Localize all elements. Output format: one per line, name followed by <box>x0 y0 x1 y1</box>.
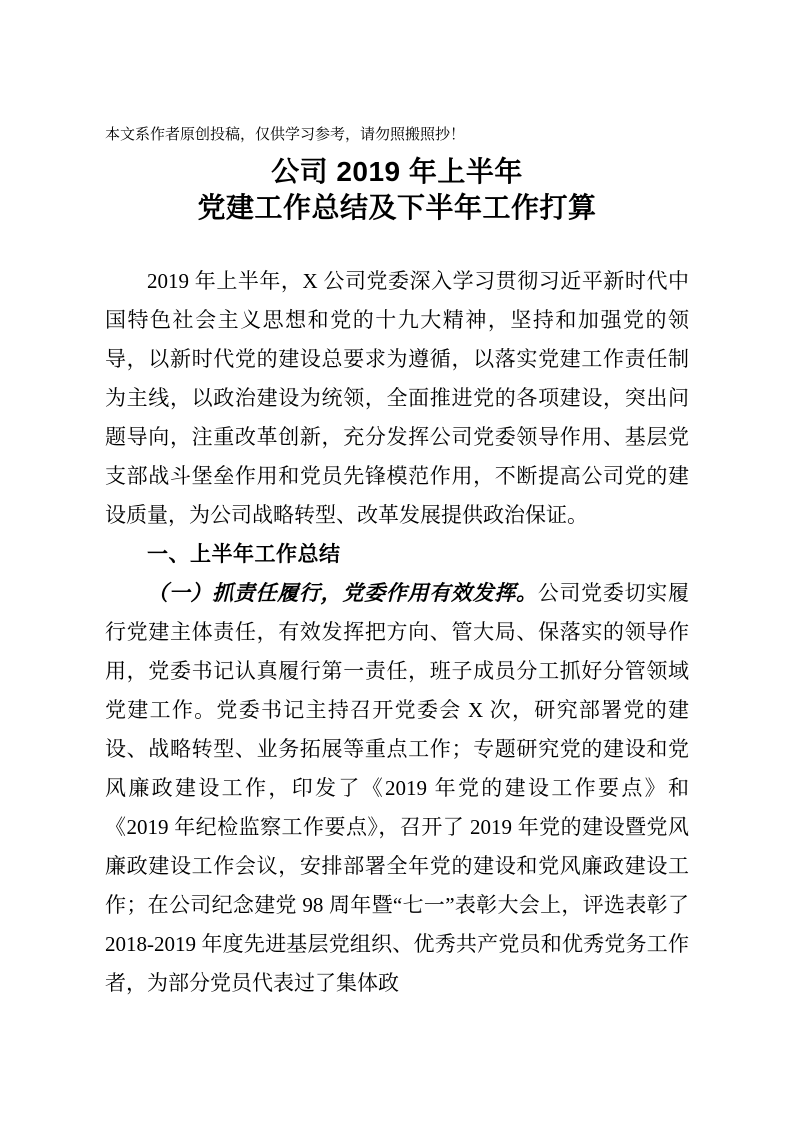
section-heading-1: 一、上半年工作总结 <box>147 543 341 566</box>
disclaimer-note: 本文系作者原创投稿，仅供学习参考，请勿照搬照抄！ <box>105 126 466 143</box>
item-1-body: 公司党委切实履行党建主体责任，有效发挥把方向、管大局、保落实的领导作用，党委书记认真履行第一责任，班子成员分工抓好分管领域党建工作。党委书记主持召开党委会 X 次，研究部署党的建设、战略转型、业务拓展等重点工作；专题研究党的建设和党风廉政建设工作，印发了《2019 年党的建设工作要点》和《2019 年纪检监察工作要点》，召开了 2019 年党的建设暨党风廉政建设工作会议，安排部署全年党的建设和党风廉政建设工作；在公司纪念建党 98 周年暨“七一”表彰大会上，评选表彰了 2018-2019 年度先进基层党组织、优秀共产党员和优秀党务工作者，为部分党员代表过了集体政 <box>105 581 689 995</box>
document-body <box>105 262 689 1003</box>
item-paragraph-1 <box>105 574 689 1003</box>
title-line-2: 党建工作总结及下半年工作打算 <box>197 192 597 223</box>
document-content <box>105 126 689 1003</box>
intro-paragraph: 2019 年上半年，X 公司党委深入学习贯彻习近平新时代中国特色社会主义思想和党的十九大精神，坚持和加强党的领导，以新时代党的建设总要求为遵循，以落实党建工作责任制为主线，以政治建设为统领，全面推进党的各项建设，突出问题导向，注重改革创新，充分发挥公司党委领导作用、基层党支部战斗堡垒作用和党员先锋模范作用，不断提高公司党的建设质量，为公司战略转型、改革发展提供政治保证。 <box>105 269 689 527</box>
document-title <box>105 154 689 226</box>
title-line-1: 公司 2019 年上半年 <box>271 156 523 187</box>
item-1-lead: （一）抓责任履行，党委作用有效发挥。 <box>147 581 538 605</box>
